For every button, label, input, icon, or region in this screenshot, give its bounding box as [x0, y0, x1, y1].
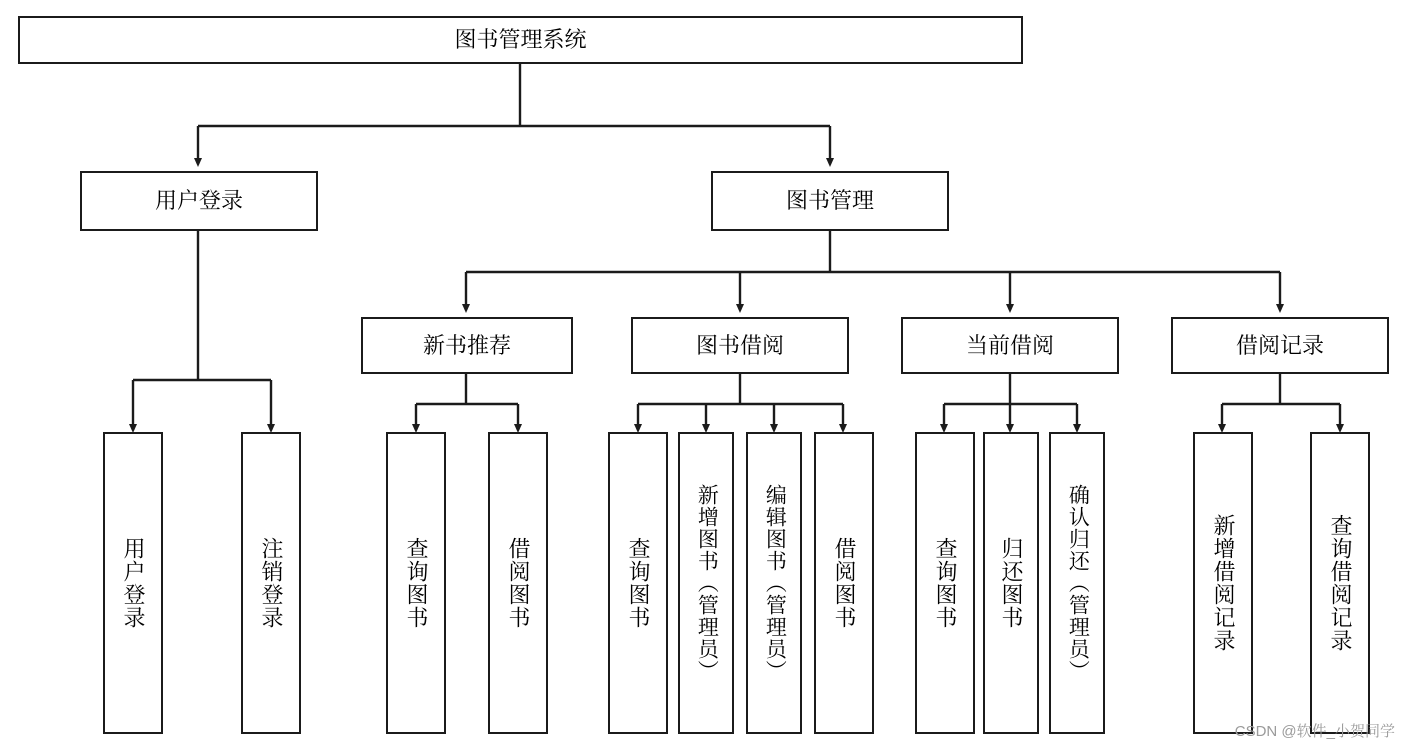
leaf-query-record-label: 查询借阅记录 [1327, 514, 1353, 652]
leaf-query-book-3[interactable] [915, 432, 975, 734]
leaf-add-record-label: 新增借阅记录 [1210, 514, 1236, 652]
leaf-borrow-book-2[interactable] [814, 432, 874, 734]
leaf-borrow-book-2-label: 借阅图书 [831, 537, 857, 629]
leaf-query-book-1-label: 查询图书 [403, 537, 429, 629]
leaf-add-book[interactable] [678, 432, 734, 734]
node-new-book-recommend-label: 新书推荐 [422, 332, 511, 358]
leaf-borrow-book-1[interactable] [488, 432, 548, 734]
node-book-borrow[interactable] [631, 317, 849, 374]
leaf-user-logout-label: 注销登录 [258, 537, 284, 629]
node-user-login-label: 用户登录 [154, 188, 243, 214]
node-book-manage-label: 图书管理 [785, 188, 874, 214]
leaf-user-login-label: 用户登录 [120, 537, 146, 629]
node-current-borrow-label: 当前借阅 [965, 332, 1054, 358]
node-new-book-recommend[interactable] [361, 317, 573, 374]
node-book-manage[interactable] [711, 171, 949, 231]
leaf-return-book-label: 归还图书 [998, 537, 1024, 629]
leaf-query-book-2-label: 查询图书 [625, 537, 651, 629]
node-root[interactable] [18, 16, 1023, 64]
leaf-user-logout[interactable] [241, 432, 301, 734]
leaf-borrow-book-1-label: 借阅图书 [505, 537, 531, 629]
leaf-query-book-3-label: 查询图书 [932, 537, 958, 629]
leaf-query-record[interactable] [1310, 432, 1370, 734]
node-borrow-record-label: 借阅记录 [1235, 332, 1324, 358]
node-user-login[interactable] [80, 171, 318, 231]
node-root-label: 图书管理系统 [454, 27, 587, 53]
leaf-edit-book[interactable] [746, 432, 802, 734]
node-current-borrow[interactable] [901, 317, 1119, 374]
leaf-confirm-return-label: 确认归还（管理员） [1066, 484, 1090, 682]
leaf-user-login[interactable] [103, 432, 163, 734]
leaf-add-record[interactable] [1193, 432, 1253, 734]
watermark: CSDN @软件_小贺同学 [1234, 723, 1395, 740]
node-book-borrow-label: 图书借阅 [695, 332, 784, 358]
leaf-confirm-return[interactable] [1049, 432, 1105, 734]
leaf-query-book-1[interactable] [386, 432, 446, 734]
leaf-edit-book-label: 编辑图书（管理员） [763, 484, 787, 682]
leaf-add-book-label: 新增图书（管理员） [695, 484, 719, 682]
leaf-return-book[interactable] [983, 432, 1039, 734]
leaf-query-book-2[interactable] [608, 432, 668, 734]
node-borrow-record[interactable] [1171, 317, 1389, 374]
